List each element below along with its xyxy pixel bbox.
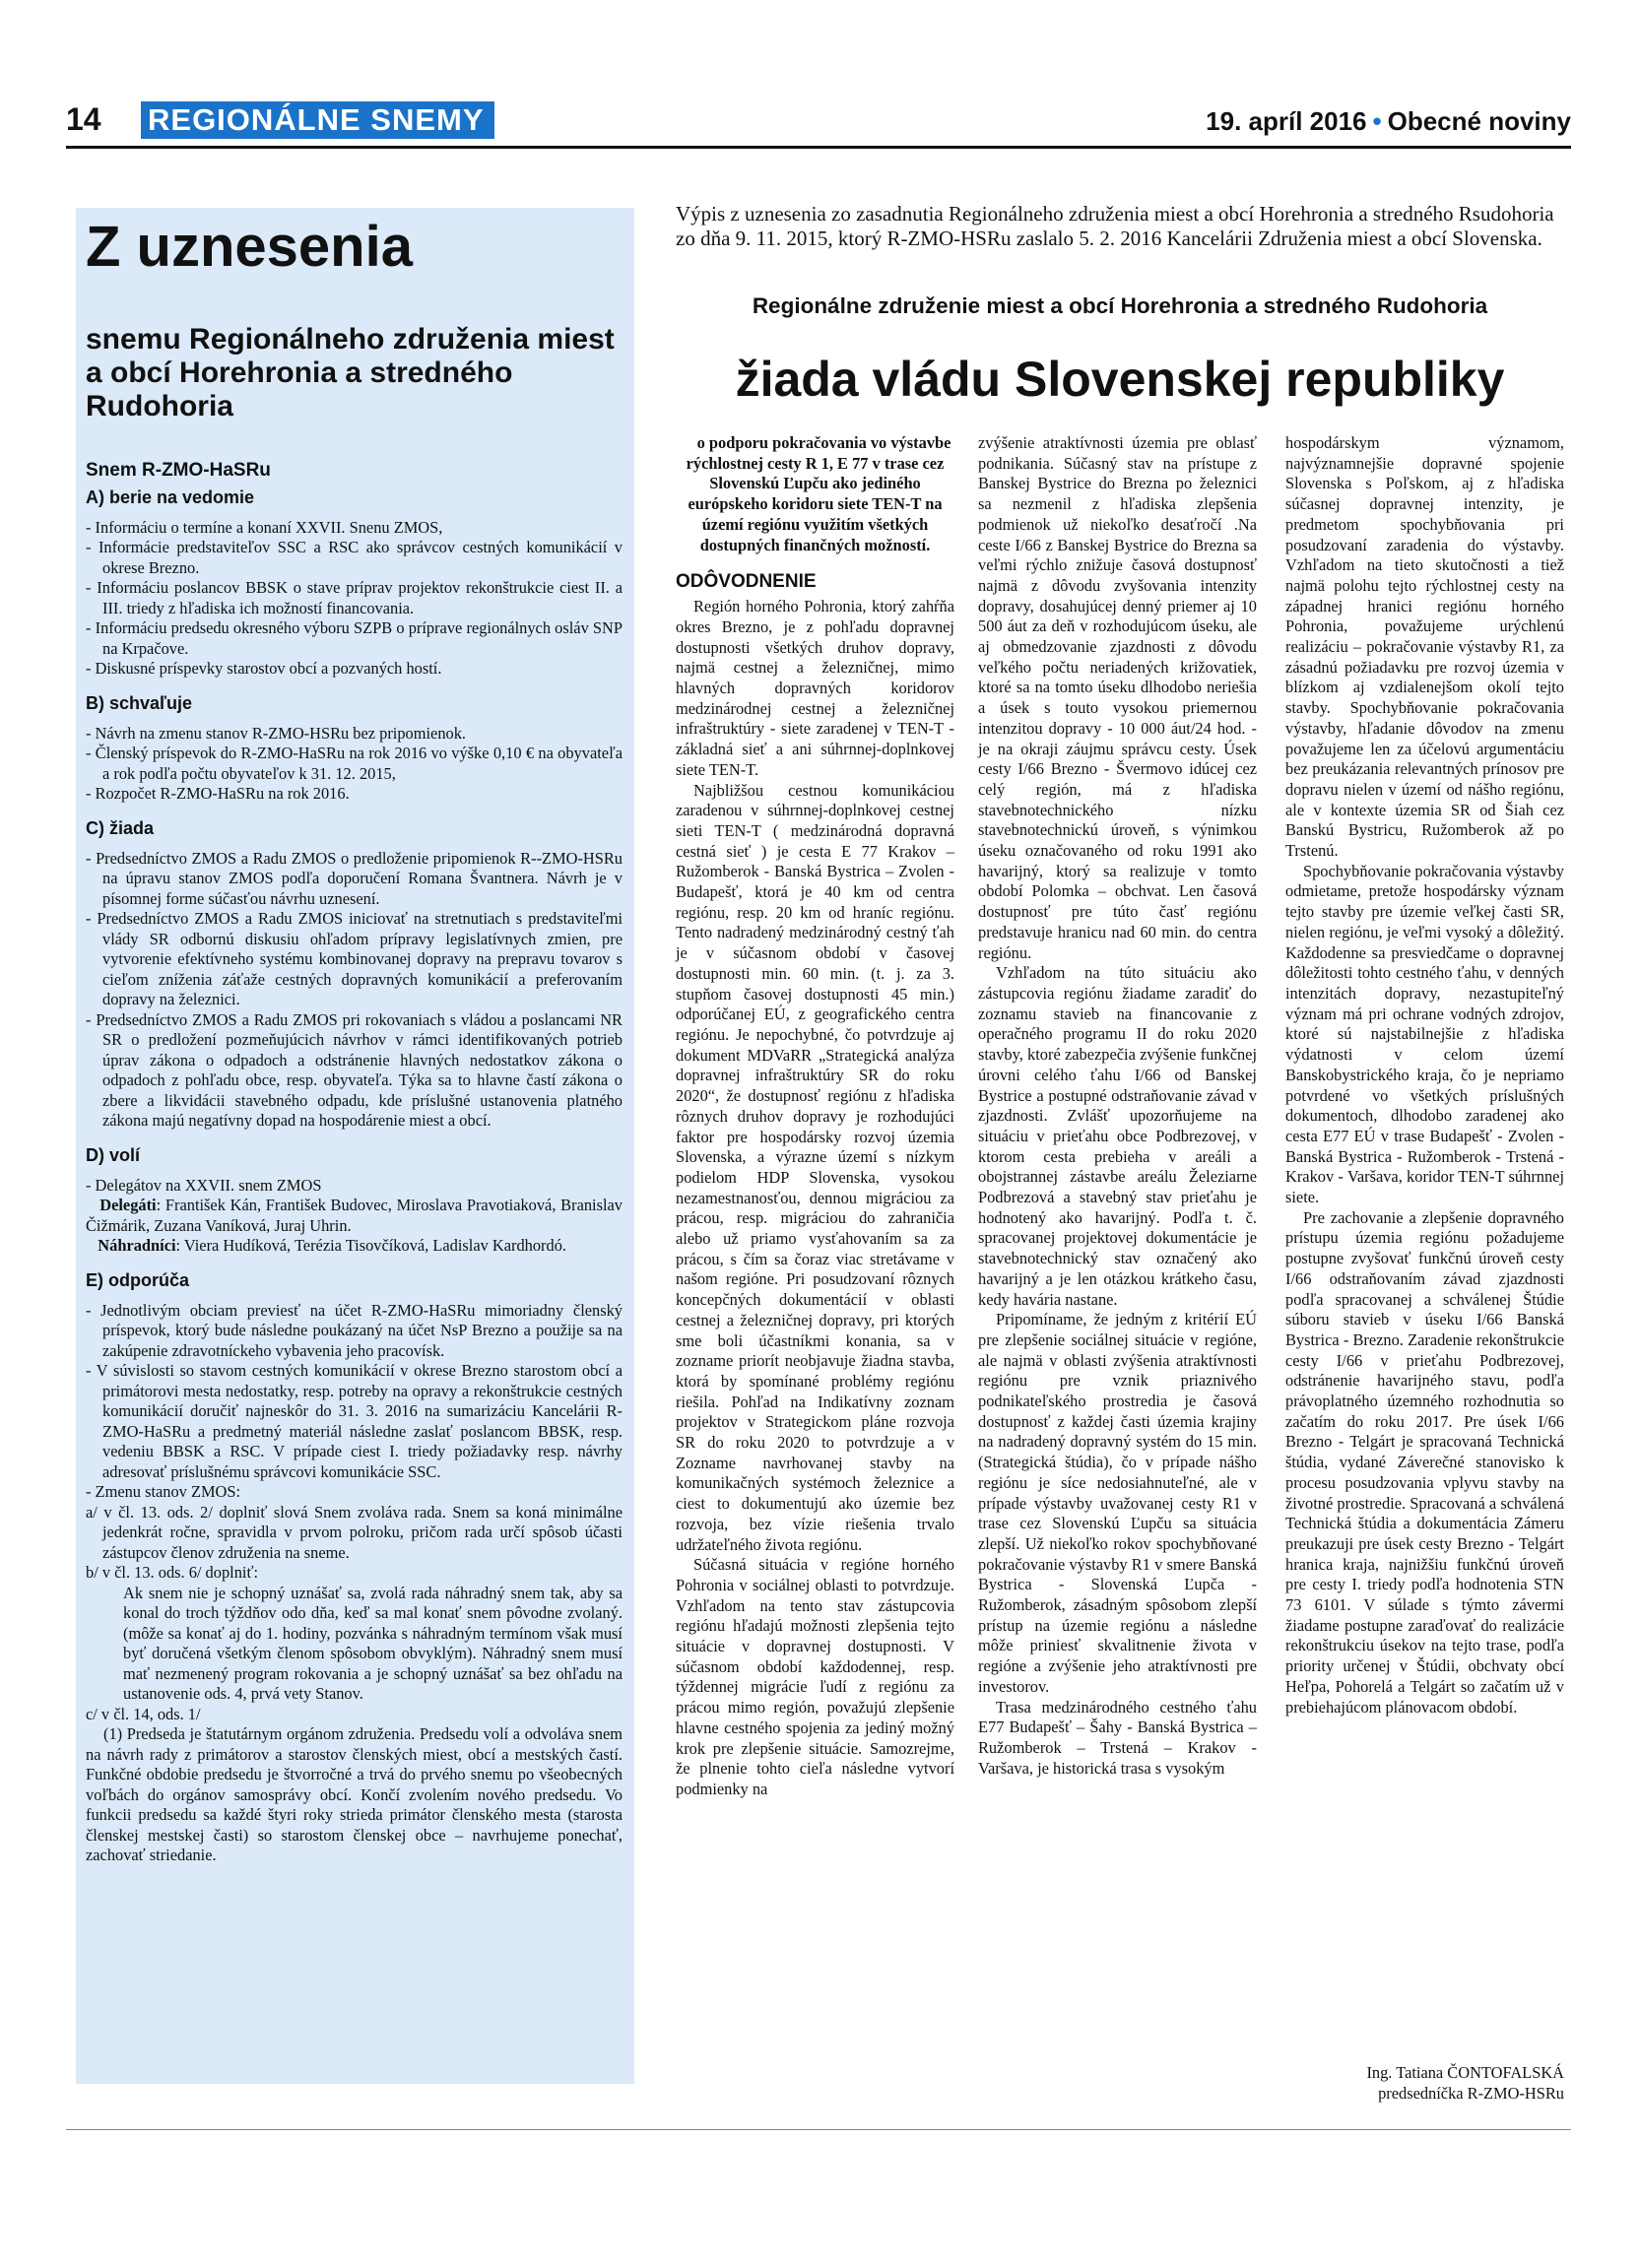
separator-bullet: •	[1372, 106, 1382, 136]
list-item: - Členský príspevok do R-ZMO-HaSRu na rok 2016 vo výške 0,10 € na obyvateľa a rok podľa počtu obyvateľov k 31. 12. 2015,	[86, 744, 623, 783]
article-paragraph: hospodárskym významom, najvýznamnejšie dopravné spojenie Slovenska s Poľskom, aj z hľadiska súčasnej dopravnej intenzity, je predmetom spochybňovania pri posudzovaní zaradenia do výstavby. Vzhľadom na tieto skutočnosti a tiež najmä polohu tejto rýchlostnej cesty na západnej hranici regiónu horného Pohronia, považujeme urýchlenú realizáciu – pokračovanie výstavby R1, za zásadnú požiadavku pre rozvoj územia v blízkom aj vzdialenejšom okolí tejto stavby. Spochybňovanie pokračovania výstavby, hľadanie dôvodov na zmenu považujeme len za účelovú argumentáciu bez preukázania relevantných prínosov pre dopravu nielen v území od nášho regiónu, ale v kontexte územia SR od Šiah cez Banskú Bystricu, Ružomberok až po Trstenú.	[1285, 433, 1564, 861]
article-paragraph: Najbližšou cestnou komunikáciou zaradenou v súhrnnej-doplnkovej cestnej sieti TEN-T ( medzinárodná dopravná cestná sieť ) je cesta E 77 Krakov – Ružomberok - Banská Bystrica – Zvolen - Budapešť, ktorá je 40 km od centra regiónu, resp. 20 km od hraníc regiónu. Tento nadradený medzinárodný cestný ťah je v súčasnom období v časovej dostupnosti min. 60 min. (t. j. za 3. stupňom časovej dostupnosti 45 min.) odporúčanej EÚ, z geografického centra regiónu. Je nepochybné, čo potvrdzuje aj dokument MDVaRR „Strategická analýza dopravnej infraštruktúry SR do roku 2020“, že dostupnosť regiónu z hľadiska rôznych druhov dopravy je rozhodujúci faktor pre hospodársky rozvoj územia Slovenska, a výrazne území s nízkym podielom HDP Slovenska, vysokou nezamestnanosťou, dennou migráciou za prácou, resp. migráciou do zahraničia alebo už priamo vysťahovaním sa za prácou, s čím sa čoraz viac stretávame v našom regióne. Pri posudzovaní rôznych koncepčných dokumentácií v oblasti cestnej a železničnej dopravy, pri ktorých sme boli účastníkmi konania, sa v zozname priorít neobjavuje žiadna stavba, ktorá by spomínané problémy regiónu riešila. Pohľad na Indikatívny zoznam projektov v Strategickom pláne rozvoja SR do roku 2020 to potvrdzuje a v Zozname navrhovanej stavby na komunikačných systémoch železnice a ciest to dokumentujú ako územie bez rozvoja, bez vízie riešenia trvalo udržateľného života regiónu.	[676, 780, 954, 1554]
statute-change-b: b/ v čl. 13. ods. 6/ doplniť:	[86, 1563, 259, 1583]
article-column-2	[978, 433, 1257, 1779]
author-signature	[1285, 2063, 1564, 2104]
substitutes-paragraph	[86, 1236, 623, 1257]
list-item: - Informáciu predsedu okresného výboru SZPB o príprave regionálnych osláv SNP na Krpačove.	[86, 618, 623, 658]
issue-date: 19. apríl 2016	[1206, 106, 1367, 136]
author-name: Ing. Tatiana ČONTOFALSKÁ	[1366, 2063, 1564, 2082]
section-e-list	[86, 1301, 623, 1866]
page-header	[0, 0, 1640, 158]
substitutes-names: : Viera Hudíková, Terézia Tisovčíková, Ladislav Kardhordó.	[175, 1236, 567, 1256]
article-paragraph: Pripomíname, že jedným z kritérií EÚ pre zlepšenie sociálnej situácie v regióne, ale najmä v oblasti zvýšenia atraktívnosti regiónu pre vznik priaznivého podnikateľského prostredia je časová dostupnosť z každej časti územia krajiny na nadradený dopravný systém do 15 min. (Strategická štúdia), čo v prípade nášho regiónu je síce nedosiahnuteľné, ale v prípade výstavby uvažovanej cesty R1 v trase cez Slovenskú Ľupču sa situácia zlepší. Už niekoľko rokov spochybňované pokračovanie výstavby R1 v smere Banská Bystrica - Slovenská Ľupča - Ružomberok, zásadným spôsobom zlepší prístup na územie regiónu a následne môže priniesť skvalitnenie života v regióne a zvýšenie jeho atraktívnosti pre investorov.	[978, 1310, 1257, 1696]
article-paragraph: Spochybňovanie pokračovania výstavby odmietame, pretože hospodársky význam tejto stavby pre územie veľkej časti SR, nielen regiónu, je veľmi vysoký a dôležitý. Každodenne sa presviedčame o dopravnej dôležitosti tohto cestného ťahu, v denných intenzitách dopravy, nezastupiteľný význam má pri ochrane vodných zdrojov, ktoré sú najstabilnejšie z hľadiska výdatnosti v celom území Banskobystrického kraja, čo je nepriamo potvrdené vo všetkých príslušných dokumentoch, dlhodobo zaradenej ako cesta E77 EÚ v trase Budapešť - Zvolen - Banská Bystrica - Ružomberok - Trstená - Krakov - Varšava, koridor TEN-T súhrnnej siete.	[1285, 861, 1564, 1207]
article-headline: žiada vládu Slovenskej republiky	[735, 352, 1505, 407]
list-item: - Jednotlivým obciam previesť na účet R-ZMO-HaSRu mimoriadny členský príspevok, ktorý bude následne poukázaný na účet NsP Brezno a použije sa na zakúpenie zdravotníckeho vybavenia jeho pracovísk.	[86, 1300, 623, 1360]
article-paragraph: Región horného Pohronia, ktorý zahŕňa okres Brezno, je z pohľadu dopravnej dostupnosti všetkých druhov dopravy, najmä cestnej a železničnej, mimo hlavných dopravných koridorov medzinárodnej cestnej a železničnej infraštruktúry - siete zaradenej v TEN-T - základná sieť a ani súhrnnej-doplnkovej siete TEN-T.	[676, 597, 954, 779]
list-item: - V súvislosti so stavom cestných komunikácií v okrese Brezno starostom obcí a primátorovi mesta nedostatky, resp. potreby na opravy a rekonštrukcie cestných komunikácií doručiť najneskôr do 31. 3. 2016 na sumarizáciu Kancelárii R-ZMO-HaSRu a predmetný materiál následne zaslať poslancom BBSK, resp. vedeniu BBSK a RSC. V prípade ciest I. triedy požiadavky resp. návrhy adresovať príslušnému správcovi komunikácie SSC.	[86, 1361, 623, 1481]
newspaper-name: Obecné noviny	[1387, 106, 1571, 136]
sidebar-subtitle: snemu Regionálneho združenia miest a obcí Horehronia a stredného Rudohoria	[86, 322, 615, 423]
list-item: - Informácie predstaviteľov SSC a RSC ako správcov cestných komunikácií v okrese Brezno.	[86, 538, 623, 577]
statute-change-a: a/ v čl. 13. ods. 2/ doplniť slová Snem zvoláva rada. Snem sa koná minimálne jedenkrát ročne, spravidla v prvom polroku, pričom rada určí spôsob účasti zástupcov členov združenia na sneme.	[86, 1502, 623, 1562]
list-item: - Predsedníctvo ZMOS a Radu ZMOS o predloženie pripomienok R--ZMO-HSRu na úpravu stanov ZMOS podľa doporučení Romana Švantnera. Návrh je v písomnej forme súčasťou návrhu uznesení.	[86, 848, 623, 908]
list-item: - Predsedníctvo ZMOS a Radu ZMOS iniciovať na stretnutiach s predstaviteľmi vlády SR odbornú diskusiu ohľadom prípravy legislatívnych zmien, pre vytvorenie efektívneho systému kombinovanej dopravy na prepravu tovarov s cieľom zníženia záťaže cestných dopravných komunikácií a preferovaním dopravy na železnici.	[86, 909, 623, 1009]
list-item: - Informáciu poslancov BBSK o stave príprav projektov rekonštrukcie ciest II. a III. triedy z hľadiska ich možností financovania.	[86, 578, 623, 617]
resolution-sidebar	[76, 208, 634, 2084]
statute-change-c-text: (1) Predseda je štatutárnym orgánom združenia. Predsedu volí a odvoláva snem na návrh rady z primátorov a starostov členských miest, obcí a mestských častí. Funkčné obdobie predsedu je štvorročné a trvá do prvého snemu po všeobecných voľbách do orgánov samosprávy obcí. Končí zvolením nového predsedu. Vo funkcii predsedu sa každé štyri roky strieda primátor členského mesta (starosta členskej mestskej časti) so starostom členskej obce – navrhujeme ponechať, zachovať striedanie.	[86, 1724, 623, 1865]
section-a-list	[86, 518, 623, 680]
delegates-names: : František Kán, František Budovec, Miroslava Pravotiaková, Branislav Čižmárik, Zuzana Vaníková, Juraj Uhrin.	[86, 1196, 623, 1235]
article-paragraph: Trasa medzinárodného cestného ťahu E77 Budapešť – Šahy - Banská Bystrica – Ružomberok – Trstená – Krakov - Varšava, je historická trasa s vysokým	[978, 1697, 1257, 1778]
statute-change-b-text: Ak snem nie je schopný uznášať sa, zvolá rada náhradný snem tak, aby sa konal do troch týždňov odo dňa, keď sa mal konať snem pôvodne zvolaný.(môže sa konať aj do 1. hodiny, pozvánka s náhradným termínom však musí byť doručená všetkým členom spôsobom obvyklým). Náhradný snem musí mať nezmenený program rokovania a je schopný uznášať sa bez ohľadu na ustanovenie ods. 4, prvá vety Stanov.	[123, 1583, 623, 1704]
statute-change-line: - Zmenu stanov ZMOS:	[86, 1482, 241, 1502]
article-paragraph: Pre zachovanie a zlepšenie dopravného prístupu územia regiónu požadujeme postupne zvyšovať funkčnú úroveň cesty I/66 odstraňovaním závad zjazdnosti podľa spracovanej a schválenej Štúdie súboru stavieb v úseku I/66 Banská Bystrica - Brezno. Zaradenie rekonštrukcie cesty I/66 v prieťahu Podbrezovej, odstránenie havarijného stavu, podľa právoplatného územného rozhodnutia so začatím do roku 2017. Pre úsek I/66 Brezno - Telgárt je spracovaná Technická štúdia, vydané Záverečné stanovisko k procesu posudzovania vplyvu stavby na životné prostredie. Spracovaná a schválená Technická štúdia a dokumentácia Zámeru preukazuji pre úsek cesty Brezno - Telgárt hranica kraja, najnižšiu funkčnú úroveň pre cesty I. triedy podľa hodnotenia STN 73 6101. V súlade s týmto závermi žiadame postupne zaraďovať do realizácie rekonštrukciu úsekov na tejto trase, podľa priority určenej v Štúdii, obchvaty obcí Heľpa, Pohorelá a Telgárt so začatím už v prebiehajúcom plánovacom období.	[1285, 1207, 1564, 1717]
substitutes-label: Náhradníci	[98, 1236, 176, 1256]
justification-heading: ODÔVODNENIE	[676, 571, 817, 593]
list-item: - Diskusné príspevky starostov obcí a pozvaných hostí.	[86, 659, 442, 679]
section-d-heading: D) volí	[86, 1144, 141, 1165]
delegates-label: Delegáti	[99, 1196, 157, 1215]
list-item: - Návrh na zmenu stanov R-ZMO-HSRu bez pripomienok.	[86, 723, 467, 743]
article-paragraph: zvýšenie atraktívnosti územia pre oblasť podnikania. Súčasný stav na prístupe z Banskej Bystrice do Brezna po železnici sa nezmenil z hľadiska zlepšenia podmienok už niekoľko desaťročí .Na ceste I/66 z Banskej Bystrice do Brezna sa veľmi rýchlo znižuje časová dostupnosť najmä z dôvodu zvyšovania intenzity dopravy, dosahujúcej denný priemer aj 10 500 áut za deň v rozhodujúcom úseku, ale aj obmedzovanie zjazdnosti z dôvodu veľkého počtu neriadených križovatiek, ktoré sa na tomto úseku dlhodobo neriešia a úsek s touto vysokou priemernou intenzitou dopravy - 10 000 áut/24 hod. - je na okraji záujmu správcu cesty. Úsek cesty I/66 Brezno - Švermovo idúcej cez celý región, má z hľadiska stavebnotechnického nízku stavebnotechnickú úroveň, s výnimkou úseku označovaného od roku 1991 ako havarijný, ktorý sa realizuje v tomto období Polomka – obchvat. Len časová dostupnosť pre túto časť regiónu predstavuje hranicu nad 60 min. do centra regiónu.	[978, 433, 1257, 962]
header-rule	[66, 146, 1571, 149]
article-paragraph: Súčasná situácia v regióne horného Pohronia v sociálnej oblasti to potvrdzuje. Vzhľadom na tento stav zástupcovia regiónu hľadajú možnosti zlepšenia tejto situácie v dopravnej dostupnosti. V súčasnom období každodennej, resp. týždennej migrácie ľudí z regiónu za prácou mimo región, považujú zlepšenie hlavne cestného spojenia za jediný možný krok pre zlepšenie situácie. Samozrejme, že plnenie tohto cieľa následne vytvorí podmienky na	[676, 1555, 954, 1798]
list-item: - Predsedníctvo ZMOS a Radu ZMOS pri rokovaniach s vládou a poslancami NR SR o predložení pozmeňujúcich návrhov v rámci identifikovaných potrieb úprav zákona o odpadoch a odstránenie hlavných nedostatkov zákona o odpadoch z pohľadu obce, resp. obyvateľa. Týka sa to hlavne častí zákona o zbere a likvidácii stavebného odpadu, kde príslušné ustanovenia platného zákona majú negatívny dopad na hospodárenie miest a obcí.	[86, 1009, 623, 1131]
section-c-heading: C) žiada	[86, 817, 155, 838]
list-item: - Informáciu o termíne a konaní XXVII. Snenu ZMOS,	[86, 517, 443, 537]
section-c-list	[86, 849, 623, 1132]
dateline	[1206, 106, 1571, 137]
list-item: - Rozpočet R-ZMO-HaSRu na rok 2016.	[86, 784, 350, 804]
page-number: 14	[66, 101, 101, 137]
snem-label: Snem R-ZMO-HaSRu	[86, 459, 271, 481]
sidebar-title: Z uznesenia	[86, 215, 413, 279]
section-label: REGIONÁLNE SNEMY	[141, 101, 494, 139]
author-role: predsedníčka R-ZMO-HSRu	[1378, 2083, 1564, 2103]
section-b-heading: B) schvaľuje	[86, 692, 192, 713]
section-b-list	[86, 724, 623, 805]
article-column-3	[1285, 433, 1564, 1717]
statute-change-c: c/ v čl. 14, ods. 1/	[86, 1704, 201, 1723]
article-paragraph: Vzhľadom na túto situáciu ako zástupcovia regiónu žiadame zaradiť do zoznamu stavieb na financovanie z operačného programu II do roku 2020 stavby, ktoré zabezpečia zvýšenie funkčnej úrovni celého ťahu I/66 od Banskej Bystrice a postupné odstraňovanie závad v zjazdnosti. Zvlášť upozorňujeme na situáciu v prieťahu obce Podbrezovej, v ktorom cesta prebieha v areáli a obojstrannej zástavbe areálu Železiarne Podbrezová a stavebný stav prieťahu je hodnotený ako havarijný. Podľa t. č. spracovanej projektovej dokumentácie je stavebnotechnický stav označený ako havarijný a je len otázkou krátkeho času, kedy havária nastane.	[978, 963, 1257, 1309]
article-lead: o podporu pokračovania vo výstavbe rýchlostnej cesty R 1, E 77 v trase cez Slovenskú Ľupču ako jediného európskeho koridoru siete TEN-T na území regiónu využitím všetkých dostupných finančných možností.	[686, 433, 951, 554]
footer-rule	[66, 2129, 1571, 2130]
delegates-line: - Delegátov na XXVII. snem ZMOS	[86, 1175, 322, 1195]
section-e-heading: E) odporúča	[86, 1269, 190, 1290]
article-column-1	[676, 433, 954, 1800]
article-intro: Výpis z uznesenia zo zasadnutia Regionálneho združenia miest a obcí Horehronia a stredného Rsudohoria zo dňa 9. 11. 2015, ktorý R-ZMO-HSRu zaslalo 5. 2. 2016 Kancelárii Združenia miest a obcí Slovenska.	[676, 202, 1554, 250]
delegates-paragraph	[86, 1196, 623, 1236]
section-a-heading: A) berie na vedomie	[86, 486, 255, 507]
article-kicker: Regionálne združenie miest a obcí Horehronia a stredného Rudohoria	[752, 293, 1488, 318]
